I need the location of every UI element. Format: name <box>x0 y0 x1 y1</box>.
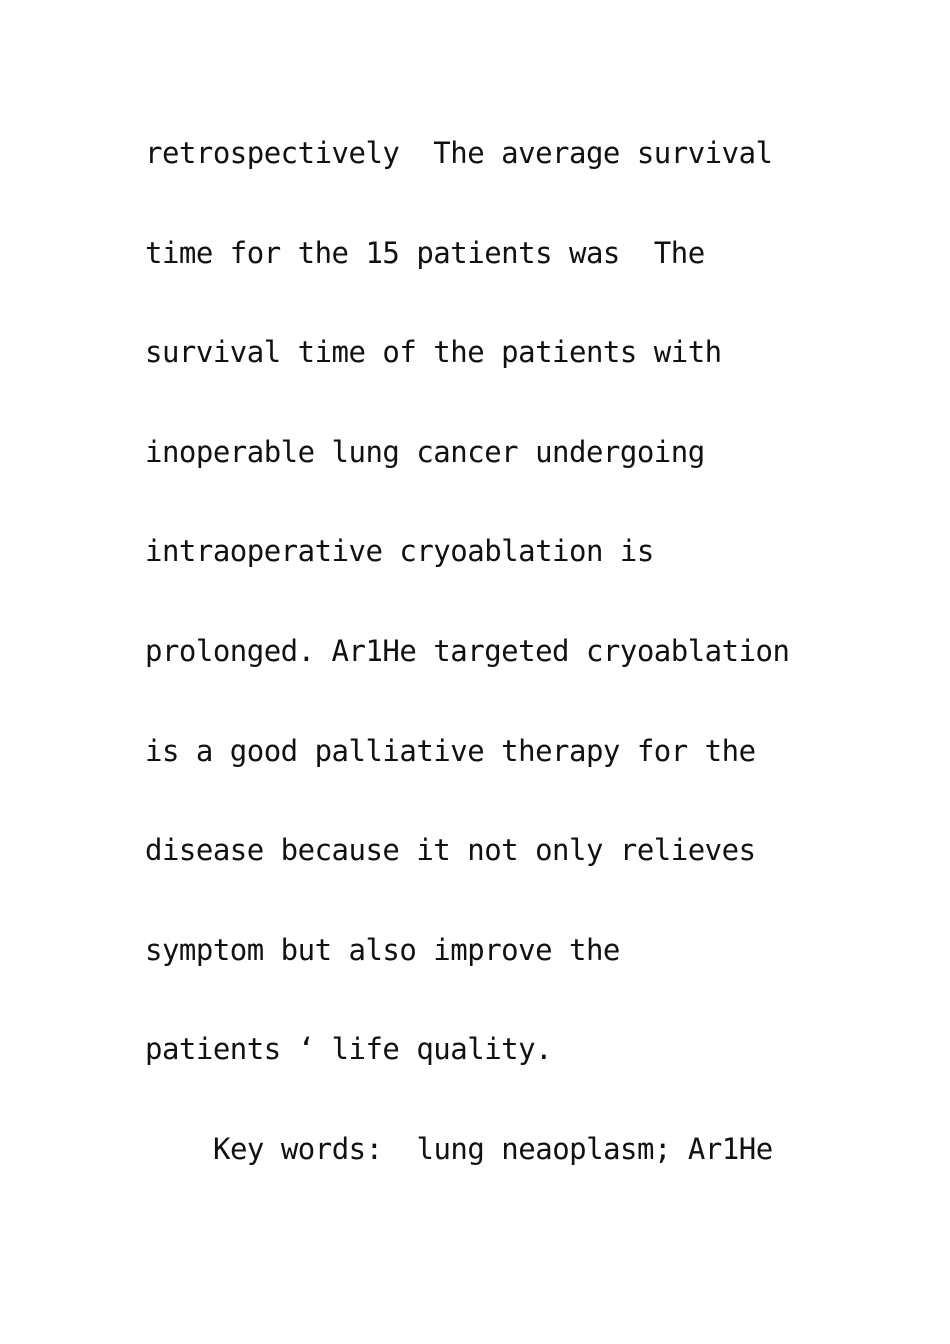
keywords-line: Key words: lung neaoplasm; Ar1He <box>213 1131 773 1166</box>
text-line: patients ‘ life quality. <box>145 1032 553 1067</box>
text-line: is a good palliative therapy for the <box>145 733 756 768</box>
text-line: retrospectively The average survival <box>145 136 773 170</box>
abstract-text <box>145 128 845 1224</box>
text-line: intraoperative cryoablation is <box>145 534 654 569</box>
text-line: time for the 15 patients was The <box>145 235 705 270</box>
text-line: symptom but also improve the <box>145 932 620 967</box>
text-line: disease because it not only relieves <box>145 833 756 868</box>
text-line: survival time of the patients with <box>145 335 722 370</box>
text-line: inoperable lung cancer undergoing <box>145 434 705 469</box>
text-line: prolonged. Ar1He targeted cryoablation <box>145 633 790 668</box>
